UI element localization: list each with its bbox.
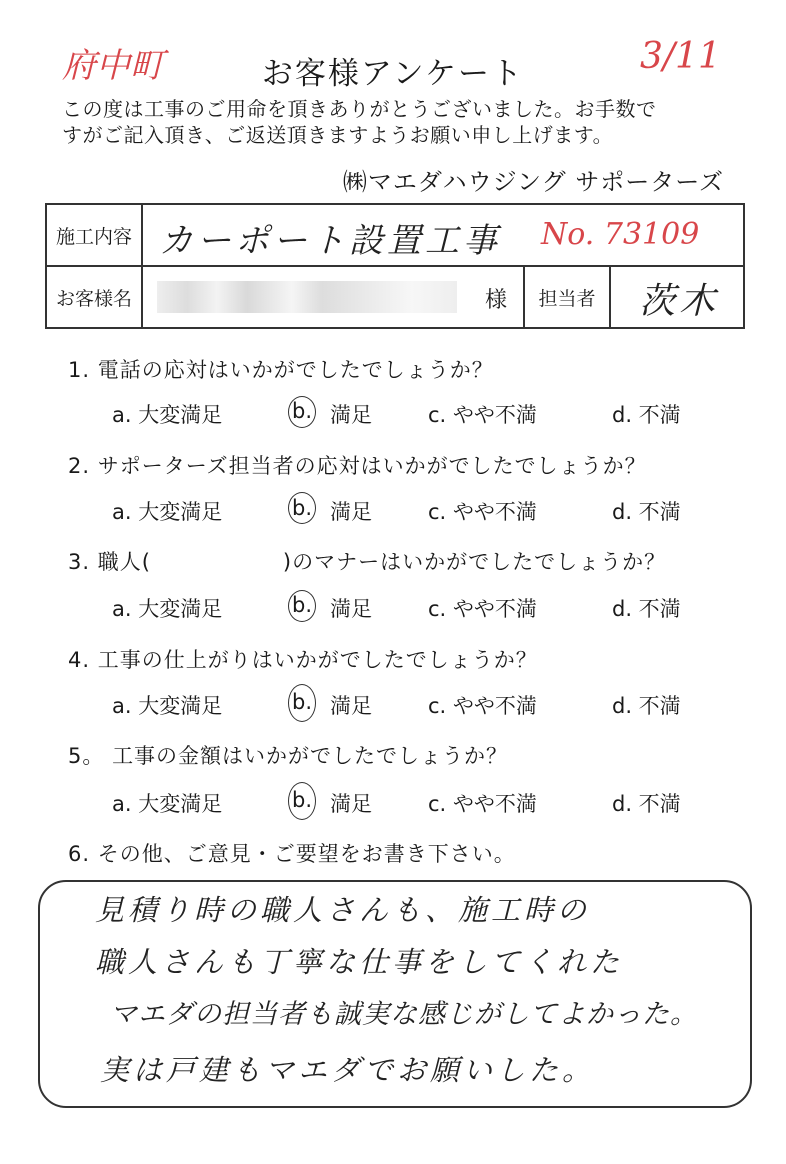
company-name: ㈱マエダハウジング サポーターズ <box>342 168 724 196</box>
question-text: 職人( )のマナーはいかがでしたでしょうか？ <box>97 550 667 574</box>
option-b-letter[interactable]: b. <box>292 399 313 423</box>
option-b-letter[interactable]: b. <box>292 788 313 812</box>
question-text: 電話の応対はいかがでしたでしょうか？ <box>97 358 494 382</box>
option-d[interactable]: d. 不満 <box>612 694 681 718</box>
comment-line-3: マエダの担当者も誠実な感じがしてよかった。 <box>110 999 698 1030</box>
work-label: 施工内容 <box>46 204 142 266</box>
question-5 <box>68 740 508 770</box>
question-number: 6. <box>68 842 91 866</box>
option-a[interactable]: a. 大変満足 <box>112 403 223 427</box>
question-number: 2. <box>68 454 91 478</box>
option-b[interactable]: 満足 <box>330 500 372 524</box>
question-text: 工事の金額はいかがでしたでしょうか？ <box>112 744 509 768</box>
info-table <box>45 203 745 329</box>
option-c[interactable]: c. やや不満 <box>428 694 537 718</box>
option-d[interactable]: d. 不満 <box>612 597 681 621</box>
option-c[interactable]: c. やや不満 <box>428 792 537 816</box>
question-text: 工事の仕上がりはいかがでしたでしょうか？ <box>97 648 538 672</box>
area-handwritten-note: 府中町 <box>62 46 164 86</box>
survey-number: No. 73109 <box>541 217 700 252</box>
option-b[interactable]: 満足 <box>330 597 372 621</box>
question-1 <box>68 354 494 384</box>
question-number: 4. <box>68 648 91 672</box>
staff-value: 茨木 <box>639 281 720 322</box>
intro-text <box>62 96 742 148</box>
option-c[interactable]: c. やや不満 <box>428 403 537 427</box>
form-title: お客様アンケート <box>261 56 525 92</box>
question-3 <box>68 546 666 576</box>
question-number: 1. <box>68 358 91 382</box>
option-a[interactable]: a. 大変満足 <box>112 792 223 816</box>
question-text: その他、ご意見・ご要望をお書き下さい。 <box>97 842 516 866</box>
option-d[interactable]: d. 不満 <box>612 792 681 816</box>
option-b-letter[interactable]: b. <box>292 690 313 714</box>
option-a[interactable]: a. 大変満足 <box>112 597 223 621</box>
option-d[interactable]: d. 不満 <box>612 403 681 427</box>
staff-cell <box>610 266 744 328</box>
question-number: 3. <box>68 550 91 574</box>
option-a[interactable]: a. 大変満足 <box>112 694 223 718</box>
option-b[interactable]: 満足 <box>330 792 372 816</box>
question-text: サポーターズ担当者の応対はいかがでしたでしょうか？ <box>97 454 647 478</box>
option-b[interactable]: 満足 <box>330 403 372 427</box>
option-c[interactable]: c. やや不満 <box>428 500 537 524</box>
question-2 <box>68 450 647 480</box>
customer-cell <box>142 266 524 328</box>
customer-label: お客様名 <box>46 266 142 328</box>
intro-line-1: この度は工事のご用命を頂きありがとうございました。お手数で <box>62 97 657 121</box>
work-cell <box>142 204 744 266</box>
comment-line-1: 見積り時の職人さんも、施工時の <box>95 893 591 927</box>
option-d[interactable]: d. 不満 <box>612 500 681 524</box>
question-number: 5。 <box>68 744 105 768</box>
comment-line-4: 実は戸建もマエダでお願いした。 <box>100 1053 596 1087</box>
work-value: カーポート設置工事 <box>159 221 501 261</box>
comment-line-2: 職人さんも丁寧な仕事をしてくれた <box>95 945 624 979</box>
option-c[interactable]: c. やや不満 <box>428 597 537 621</box>
staff-label: 担当者 <box>524 266 610 328</box>
question-4 <box>68 644 538 674</box>
date-handwritten-note: 3/11 <box>640 36 721 77</box>
option-b-letter[interactable]: b. <box>292 593 313 617</box>
redacted-customer-name <box>157 281 457 313</box>
question-6 <box>68 838 516 868</box>
option-b[interactable]: 満足 <box>330 694 372 718</box>
honorific: 様 <box>484 288 507 313</box>
option-b-letter[interactable]: b. <box>292 496 313 520</box>
option-a[interactable]: a. 大変満足 <box>112 500 223 524</box>
intro-line-2: すがご記入頂き、ご返送頂きますようお願い申し上げます。 <box>62 123 614 147</box>
